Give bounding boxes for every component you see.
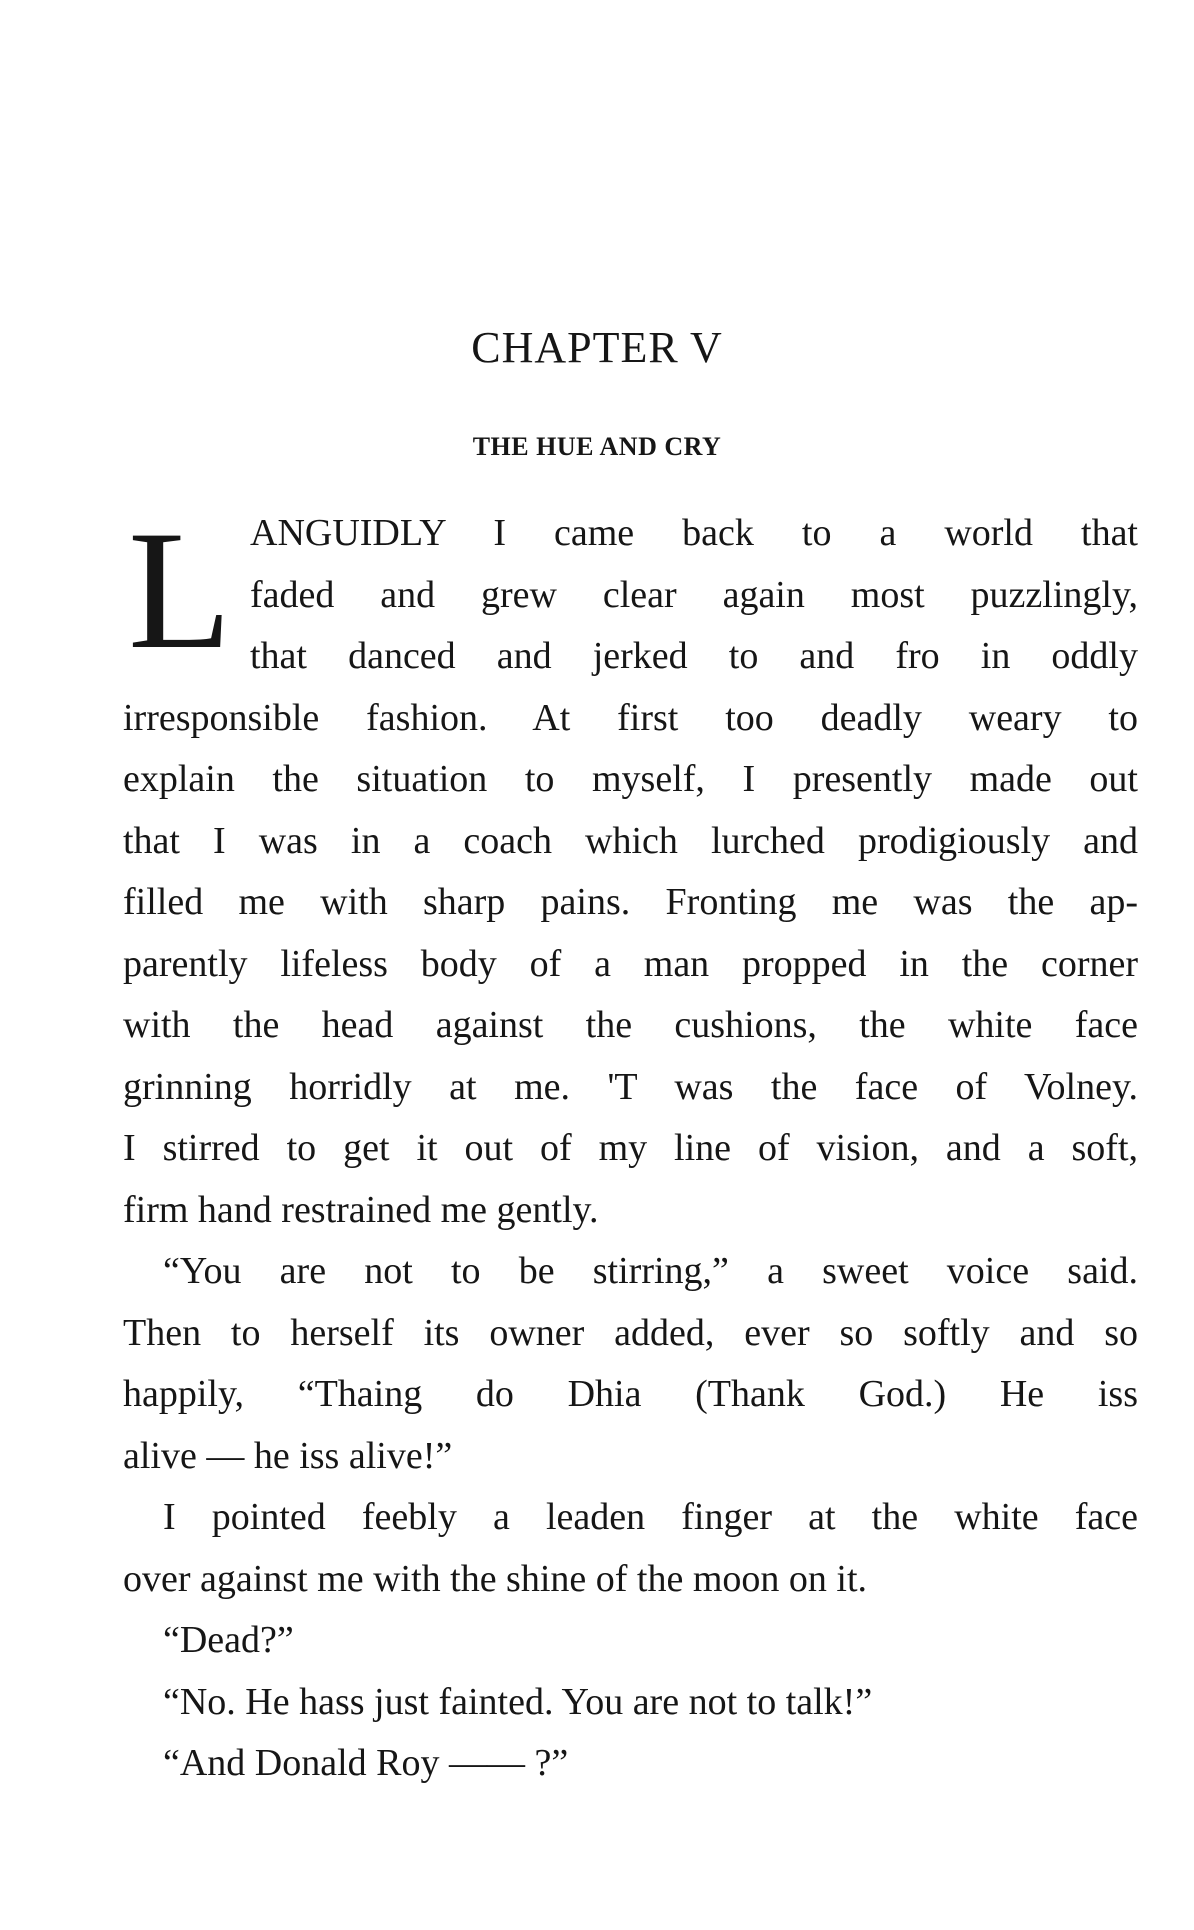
text-line: explain the situation to myself, I presently made out: [123, 758, 1138, 800]
chapter-subtitle: THE HUE AND CRY: [472, 432, 722, 461]
drop-cap: L: [128, 496, 232, 684]
text-line: filled me with sharp pains. Fronting me was the ap-: [123, 881, 1138, 923]
text-line: I stirred to get it out of my line of vision, and a soft,: [123, 1127, 1138, 1169]
text-line: grinning horridly at me. 'T was the face of Volney.: [123, 1065, 1138, 1108]
text-line: ANGUIDLY I came back to a world that: [250, 512, 1138, 554]
text-line: over against me with the shine of the moon on it.: [123, 1557, 868, 1600]
text-line: that danced and jerked to and fro in oddly: [250, 635, 1138, 677]
text-line: “No. He hass just fainted. You are not to talk!”: [163, 1680, 873, 1723]
text-line: that I was in a coach which lurched prodigiously and: [123, 819, 1138, 862]
text-line: faded and grew clear again most puzzlingly,: [250, 573, 1138, 616]
text-line: parently lifeless body of a man propped in the corner: [123, 942, 1138, 985]
body-text: [123, 496, 1138, 1795]
text-line: “And Donald Roy —— ?”: [163, 1742, 569, 1784]
text-line: “You are not to be stirring,” a sweet voice said.: [163, 1250, 1138, 1292]
chapter-heading: CHAPTER V: [471, 323, 723, 372]
text-line: alive — he iss alive!”: [123, 1434, 453, 1477]
text-line: Then to herself its owner added, ever so softly and so: [123, 1311, 1138, 1354]
text-line: “Dead?”: [163, 1619, 294, 1661]
text-line: irresponsible fashion. At first too deadly weary to: [123, 696, 1138, 739]
text-line: I pointed feebly a leaden finger at the white face: [163, 1496, 1138, 1538]
text-line: with the head against the cushions, the white face: [123, 1004, 1138, 1046]
text-line: happily, “Thaing do Dhia (Thank God.) He iss: [123, 1373, 1138, 1415]
text-line: firm hand restrained me gently.: [123, 1188, 599, 1231]
